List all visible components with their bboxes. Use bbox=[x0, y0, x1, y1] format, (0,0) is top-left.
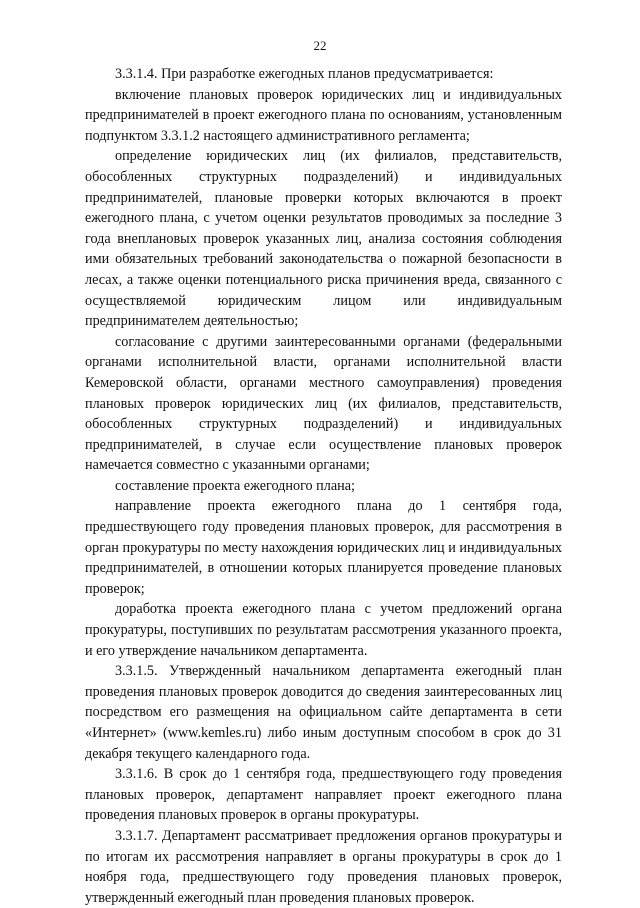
paragraph-revision-and-approval: доработка проекта ежегодного плана с учетом предложений органа прокуратуры, поступивших по результатам рассмотрения указанного проекта, и его утверждение начальником департамента. bbox=[85, 601, 562, 659]
document-body bbox=[85, 64, 562, 908]
paragraph-coordination-with-bodies: согласование с другими заинтересованными органами (федеральными органами исполнительной власти, органами исполнительной власти Кемеровской области, органами местного самоуправления) проведения плановых проверок юридических лиц (их филиалов, представительств, обособленных структурных подразделений) и индивидуальных предпринимателей, в случае если осуществление плановых проверок намечается совместно с указанными органами; bbox=[85, 333, 562, 474]
paragraph-3-3-1-5: 3.3.1.5. Утвержденный начальником департамента ежегодный план проведения плановых проверок доводится до сведения заинтересованных лиц посредством его размещения на официальном сайте департамента в сети «Интернет» (www.kemles.ru) либо иным доступным способом в срок до 31 декабря текущего календарного года. bbox=[85, 663, 562, 762]
paragraph-sending-draft: направление проекта ежегодного плана до 1 сентября года, предшествующего году проведения плановых проверок, для рассмотрения в орган прокуратуры по месту нахождения юридических лиц и индивидуальных предпринимателей, в отношении которых планируется проведение плановых проверок; bbox=[85, 498, 562, 597]
paragraph-drafting-plan: составление проекта ежегодного плана; bbox=[115, 477, 355, 494]
paragraph-3-3-1-6: 3.3.1.6. В срок до 1 сентября года, предшествующего году проведения плановых проверок, департамент направляет проект ежегодного плана проведения плановых проверок в органы прокуратуры. bbox=[85, 766, 562, 824]
paragraph-3-3-1-7: 3.3.1.7. Департамент рассматривает предложения органов прокуратуры и по итогам их рассмотрения направляет в органы прокуратуры в срок до 1 ноября года, предшествующего году проведения плановых проверок, утвержденный ежегодный план проведения плановых проверок. bbox=[85, 827, 562, 906]
paragraph-3-3-1-4-heading: 3.3.1.4. При разработке ежегодных планов предусматривается: bbox=[115, 66, 494, 82]
paragraph-determination-of-entities: определение юридических лиц (их филиалов, представительств, обособленных структурных подразделений) и индивидуальных предпринимателей, плановые проверки которых включаются в проект ежегодного плана, с учетом оценки результатов проводимых за последние 3 года внеплановых проверок указанных лиц, анализа состояния соблюдения ими обязательных требований законодательства о пожарной безопасности в лесах, а также оценки потенциального риска причинения вреда, связанного с осуществляемой юридическим лицом или индивидуальным предпринимателем деятельностью; bbox=[85, 148, 562, 330]
paragraph-inclusion-of-inspections: включение плановых проверок юридических лиц и индивидуальных предпринимателей в проект ежегодного плана по основаниям, установленным подпунктом 3.3.1.2 настоящего административного регламента; bbox=[85, 86, 562, 144]
page-number: 22 bbox=[313, 38, 327, 53]
